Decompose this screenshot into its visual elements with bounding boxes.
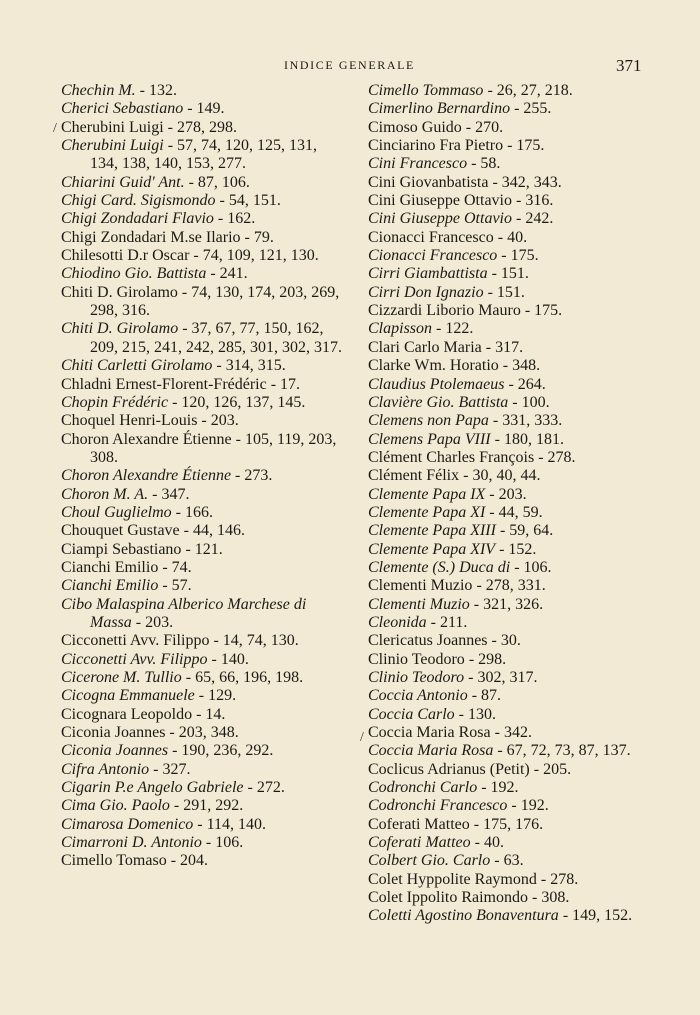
entry-page-refs: - 105, 119, 203, 308. (90, 430, 337, 466)
entry-name: Cionacci Francesco (368, 247, 498, 265)
entry-name: Cimello Tommaso (368, 82, 484, 99)
entry-name: Cigarin P.e Angelo Gabriele (61, 779, 244, 797)
index-entry (368, 192, 654, 210)
entry-page-refs: - 151. (483, 283, 525, 301)
entry-page-refs: - 348. (498, 357, 541, 375)
entry-page-refs: - 347. (148, 485, 190, 503)
entry-name: Clericatus Joannes (368, 632, 488, 650)
entry-name: Clementi Muzio (368, 577, 473, 595)
entry-page-refs: - 204. (166, 852, 209, 870)
entry-page-refs: - 65, 66, 196, 198. (181, 669, 304, 686)
index-entry (61, 834, 343, 852)
index-entry (61, 632, 343, 650)
entry-page-refs: - 149, 152. (558, 907, 633, 925)
entry-name: Cionacci Francesco (368, 228, 494, 246)
entry-page-refs: - 120, 126, 137, 145. (168, 393, 306, 411)
entry-page-refs: - 211. (426, 613, 468, 631)
entry-page-refs: - 37, 67, 77, 150, 162, 209, 215, 241, 242, 285, 301, 302, 317. (90, 320, 342, 356)
index-entry (61, 724, 343, 742)
entry-name: Chigi Zondadari M.se Ilario (61, 228, 241, 246)
entry-page-refs: - 278, 298. (163, 118, 237, 136)
entry-page-refs: - 74. (158, 558, 192, 576)
entry-page-refs: - 192. (507, 797, 549, 815)
entry-name: Cifra Antonio (61, 760, 150, 778)
entry-page-refs: - 114, 140. (193, 815, 267, 833)
pencil-tick-mark: / (53, 121, 57, 136)
entry-page-refs: - 327. (149, 760, 191, 778)
entry-name: Ciampi Sebastiano (61, 540, 182, 558)
index-entry (61, 100, 343, 118)
entry-page-refs: - 192. (477, 779, 519, 797)
entry-page-refs: - 175. (520, 302, 563, 320)
index-entry (61, 742, 343, 760)
entry-name: Clementi Muzio (368, 595, 470, 613)
index-entry (368, 761, 654, 779)
entry-name: Colet Ippolito Raimondo (368, 889, 528, 907)
index-entry (368, 632, 654, 650)
entry-name: Chiti D. Girolamo (61, 283, 178, 301)
index-entry (368, 852, 654, 870)
entry-page-refs: - 321, 326. (469, 595, 544, 613)
entry-page-refs: - 317. (481, 338, 524, 356)
entry-name: Clarke Wm. Horatio (368, 357, 499, 375)
entry-name: Ciconia Joannes (61, 724, 166, 742)
index-entry (61, 431, 343, 468)
entry-name: Ciconia Joannes (61, 742, 169, 760)
index-entry (61, 559, 343, 577)
index-entry (368, 412, 654, 430)
entry-name: Clapisson (368, 320, 433, 338)
index-entry (368, 467, 654, 485)
entry-name: Coccia Antonio (368, 687, 468, 705)
entry-name: Clinio Teodoro (368, 669, 465, 686)
entry-name: Cianchi Emilio (61, 558, 159, 576)
index-entry (61, 192, 343, 210)
entry-page-refs: - 270. (461, 118, 504, 136)
index-entry (368, 834, 654, 852)
index-entry (61, 522, 343, 540)
entry-page-refs: - 122. (432, 320, 474, 338)
index-entry (61, 119, 343, 137)
entry-page-refs: - 106. (510, 558, 552, 576)
entry-page-refs: - 190, 236, 292. (168, 742, 274, 760)
entry-page-refs: - 26, 27, 218. (483, 82, 573, 99)
entry-name: Coclicus Adrianus (Petit) (368, 760, 530, 778)
index-entry (61, 486, 343, 504)
entry-page-refs: - 59, 64. (495, 522, 554, 540)
entry-name: Chiodino Gio. Battista (61, 265, 207, 283)
entry-name: Clinio Teodoro (368, 650, 465, 668)
entry-name: Cianchi Emilio (61, 577, 159, 595)
entry-page-refs: - 255. (510, 100, 552, 118)
index-entry (61, 761, 343, 779)
entry-page-refs: - 106. (201, 834, 244, 852)
entry-name: Cini Giovanbatista (368, 173, 489, 191)
entry-name: Clemente Papa XIII (368, 522, 496, 540)
entry-page-refs: - 129. (194, 687, 237, 705)
entry-name: Cirri Giambattista (368, 265, 488, 283)
entry-page-refs: - 342. (490, 724, 532, 742)
entry-name: Choron Alexandre Étienne (61, 467, 232, 485)
index-entry (61, 137, 343, 174)
page-number: 371 (616, 56, 642, 75)
index-entry (368, 907, 654, 925)
index-column-left (61, 82, 343, 871)
index-entry (368, 724, 654, 742)
index-entry (368, 302, 654, 320)
entry-name: Coccia Maria Rosa (368, 724, 491, 742)
entry-name: Chopin Frédéric (61, 393, 169, 411)
entry-name: Cicconetti Avv. Filippo (61, 632, 210, 650)
page-header (0, 56, 700, 80)
index-entry (61, 210, 343, 228)
entry-page-refs: - 314, 315. (212, 357, 286, 375)
entry-page-refs: - 87. (467, 687, 502, 705)
index-entry (61, 651, 343, 669)
entry-page-refs: - 264. (504, 375, 546, 393)
entry-page-refs: - 166. (171, 503, 213, 521)
entry-name: Cima Gio. Paolo (61, 797, 170, 815)
index-entry (61, 320, 343, 357)
entry-name: Clément Félix (368, 467, 460, 485)
entry-name: Choron M. A. (61, 485, 149, 503)
index-entry (61, 669, 343, 687)
index-entry (368, 816, 654, 834)
entry-page-refs: - 273. (231, 467, 273, 485)
entry-page-refs: - 67, 72, 73, 87, 137. (493, 742, 631, 760)
entry-page-refs: - 79. (240, 228, 274, 246)
entry-name: Coferati Matteo (368, 834, 471, 852)
index-entry (61, 394, 343, 412)
entry-page-refs: - 74, 109, 121, 130. (189, 247, 319, 265)
entry-name: Cicconetti Avv. Filippo (61, 650, 208, 668)
entry-page-refs: - 40. (493, 228, 528, 246)
index-entry (368, 596, 654, 614)
entry-name: Coferati Matteo (368, 815, 470, 833)
entry-page-refs: - 63. (490, 852, 524, 870)
entry-name: Cicogna Emmanuele (61, 687, 195, 705)
entry-page-refs: - 203. (131, 613, 174, 631)
index-entry (368, 797, 654, 815)
running-head: INDICE GENERALE (284, 58, 415, 72)
entry-name: Cizzardi Liborio Mauro (368, 302, 521, 320)
entry-name: Clari Carlo Maria (368, 338, 482, 356)
index-entry (368, 889, 654, 907)
index-entry (368, 871, 654, 889)
index-entry (61, 852, 343, 870)
entry-page-refs: - 302, 317. (464, 669, 538, 686)
index-entry (368, 577, 654, 595)
entry-page-refs: - 298. (464, 650, 507, 668)
index-entry (61, 284, 343, 321)
entry-page-refs: - 162. (213, 210, 256, 228)
index-entry (368, 504, 654, 522)
entry-page-refs: - 175. (503, 137, 545, 155)
entry-name: Cherubini Luigi (61, 137, 164, 155)
entry-page-refs: - 130. (454, 705, 496, 723)
entry-page-refs: - 14. (192, 705, 226, 723)
index-entry (61, 706, 343, 724)
entry-name: Clemens non Papa (368, 412, 489, 430)
index-entry (61, 265, 343, 283)
index-entry (368, 320, 654, 338)
entry-name: Cibo Malaspina Alberico Marchese di Massa (61, 595, 307, 631)
index-entry (61, 412, 343, 430)
index-entry (61, 541, 343, 559)
entry-page-refs: - 316. (511, 192, 554, 210)
entry-name: Cirri Don Ignazio (368, 283, 484, 301)
entry-name: Cini Giuseppe Ottavio (368, 210, 512, 228)
index-entry (368, 559, 654, 577)
index-entry (368, 229, 654, 247)
index-entry (61, 229, 343, 247)
entry-page-refs: - 291, 292. (169, 797, 244, 815)
entry-page-refs: - 175, 176. (469, 815, 544, 833)
index-entry (368, 174, 654, 192)
entry-name: Clemente (S.) Duca di (368, 558, 511, 576)
index-entry (368, 137, 654, 155)
entry-name: Codronchi Francesco (368, 797, 508, 815)
index-entry (61, 82, 343, 100)
entry-name: Cini Francesco (368, 155, 468, 173)
index-entry (368, 541, 654, 559)
entry-name: Cimarroni D. Antonio (61, 834, 202, 852)
entry-page-refs: - 74, 130, 174, 203, 269, 298, 316. (90, 283, 340, 320)
index-entry (368, 742, 654, 760)
pencil-tick-mark: / (360, 730, 364, 745)
index-entry (61, 376, 343, 394)
entry-page-refs: - 44, 146. (179, 522, 245, 540)
index-entry (368, 614, 654, 632)
index-entry (61, 357, 343, 375)
index-entry (368, 210, 654, 228)
entry-name: Coccia Carlo (368, 705, 455, 723)
entry-name: Colet Hyppolite Raymond (368, 870, 537, 888)
entry-name: Cimoso Guido (368, 118, 462, 136)
index-entry (61, 596, 343, 633)
entry-name: Choul Guglielmo (61, 503, 172, 521)
entry-name: Clemente Papa XIV (368, 540, 496, 558)
entry-page-refs: - 203, 348. (165, 724, 239, 742)
index-entry (368, 284, 654, 302)
index-entry (61, 816, 343, 834)
index-entry (61, 797, 343, 815)
index-entry (368, 376, 654, 394)
entry-page-refs: - 175. (497, 247, 539, 265)
entry-page-refs: - 331, 333. (488, 412, 563, 430)
entry-page-refs: - 57, 74, 120, 125, 131, 134, 138, 140, 153, 277. (90, 137, 318, 173)
entry-name: Cimerlino Bernardino (368, 100, 511, 118)
entry-name: Chigi Zondadari Flavio (61, 210, 214, 228)
entry-page-refs: - 308. (528, 889, 570, 907)
entry-name: Codronchi Carlo (368, 779, 478, 797)
entry-name: Choquel Henri-Louis (61, 412, 198, 430)
index-entry (368, 339, 654, 357)
entry-name: Chiti D. Girolamo (61, 320, 179, 338)
entry-name: Cherubini Luigi (61, 118, 164, 136)
entry-page-refs: - 140. (207, 650, 249, 668)
entry-name: Chechin M. (61, 82, 136, 99)
index-entry (368, 155, 654, 173)
entry-name: Clemens Papa VIII (368, 430, 491, 448)
entry-name: Cini Giuseppe Ottavio (368, 192, 512, 210)
index-entry (368, 100, 654, 118)
entry-page-refs: - 58. (467, 155, 501, 173)
entry-name: Cicognara Leopoldo (61, 705, 193, 723)
entry-name: Claudius Ptolemaeus (368, 375, 505, 393)
index-entry (368, 265, 654, 283)
entry-page-refs: - 100. (508, 393, 550, 411)
entry-page-refs: - 44, 59. (485, 503, 543, 521)
entry-name: Coccia Maria Rosa (368, 742, 494, 760)
entry-page-refs: - 17. (266, 375, 301, 393)
entry-name: Cimello Tomaso (61, 852, 167, 870)
entry-page-refs: - 205. (529, 760, 572, 778)
index-entry (368, 82, 654, 100)
index-entry (368, 687, 654, 705)
index-entry (368, 522, 654, 540)
index-entry (368, 779, 654, 797)
entry-page-refs: - 149. (183, 100, 225, 118)
entry-name: Chiti Carletti Girolamo (61, 357, 213, 375)
entry-page-refs: - 203. (197, 412, 239, 430)
index-entry (61, 779, 343, 797)
entry-page-refs: - 14, 74, 130. (209, 632, 299, 650)
entry-page-refs: - 241. (206, 265, 248, 283)
entry-page-refs: - 278. (536, 870, 579, 888)
entry-name: Clemente Papa IX (368, 485, 486, 503)
index-entry (368, 706, 654, 724)
index-entry (61, 174, 343, 192)
entry-page-refs: - 30. (487, 632, 521, 650)
index-entry (368, 431, 654, 449)
entry-name: Chouquet Gustave (61, 522, 180, 540)
index-entry (368, 651, 654, 669)
entry-page-refs: - 203. (485, 485, 527, 503)
entry-page-refs: - 121. (181, 540, 223, 558)
entry-page-refs: - 132. (135, 82, 177, 99)
entry-page-refs: - 54, 151. (215, 192, 281, 210)
entry-name: Chladni Ernest-Florent-Frédéric (61, 375, 267, 393)
index-entry (61, 247, 343, 265)
entry-page-refs: - 151. (487, 265, 529, 283)
entry-name: Clavière Gio. Battista (368, 393, 509, 411)
entry-name: Clément Charles François (368, 448, 535, 466)
entry-name: Cinciarino Fra Pietro (368, 137, 504, 155)
index-entry (368, 486, 654, 504)
index-entry (368, 394, 654, 412)
entry-name: Cleonida (368, 613, 427, 631)
entry-page-refs: - 242. (511, 210, 554, 228)
entry-name: Choron Alexandre Étienne (61, 430, 232, 448)
entry-page-refs: - 278, 331. (472, 577, 546, 595)
index-entry (61, 687, 343, 705)
entry-name: Cimarosa Domenico (61, 815, 194, 833)
index-entry (368, 119, 654, 137)
entry-name: Chilesotti D.r Oscar (61, 247, 190, 265)
index-entry (368, 357, 654, 375)
index-entry (368, 669, 654, 687)
entry-name: Chiarini Guid' Ant. (61, 173, 185, 191)
entry-page-refs: - 87, 106. (184, 173, 250, 191)
index-entry (61, 504, 343, 522)
entry-page-refs: - 342, 343. (488, 173, 562, 191)
index-entry (61, 577, 343, 595)
index-column-right (368, 82, 654, 926)
entry-name: Cherici Sebastiano (61, 100, 184, 118)
entry-page-refs: - 180, 181. (490, 430, 564, 448)
entry-name: Coletti Agostino Bonaventura (368, 907, 559, 925)
entry-page-refs: - 152. (495, 540, 537, 558)
entry-page-refs: - 40. (470, 834, 504, 852)
entry-name: Cicerone M. Tullio (61, 669, 182, 686)
index-entry (368, 247, 654, 265)
entry-page-refs: - 272. (243, 779, 285, 797)
entry-page-refs: - 30, 40, 44. (459, 467, 541, 485)
index-entry (61, 467, 343, 485)
entry-name: Chigi Card. Sigismondo (61, 192, 216, 210)
entry-page-refs: - 278. (534, 448, 576, 466)
entry-page-refs: - 57. (158, 577, 192, 595)
entry-name: Clemente Papa XI (368, 503, 486, 521)
entry-name: Colbert Gio. Carlo (368, 852, 491, 870)
index-entry (368, 449, 654, 467)
